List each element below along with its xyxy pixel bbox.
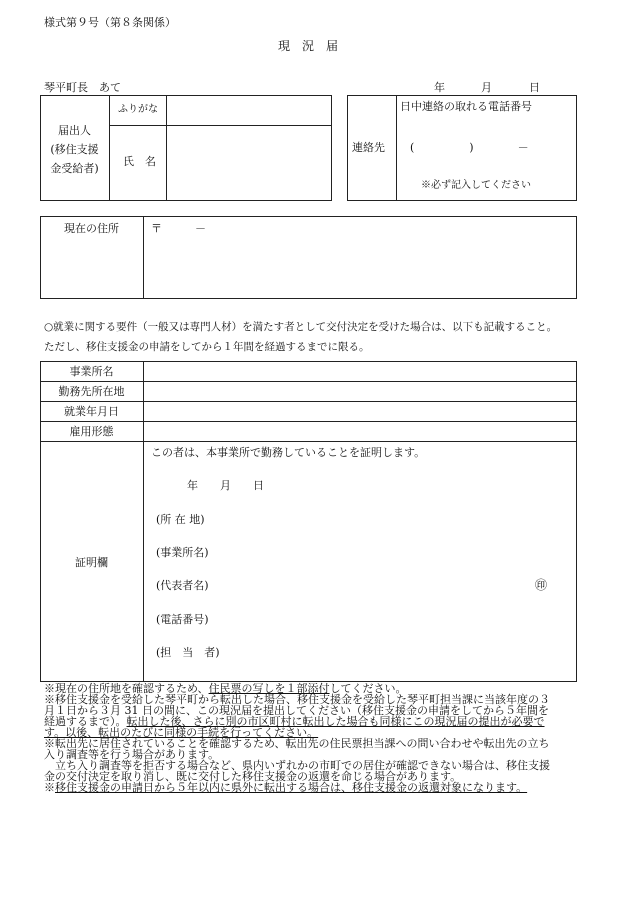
row-label-start-date: 就業年月日 — [64, 405, 119, 418]
work-address-field[interactable] — [145, 383, 575, 400]
note-3-line-2: 入り調査等を行う場合があります。 — [44, 748, 220, 761]
phone-heading: 日中連絡の取れる電話番号 — [400, 100, 532, 113]
field-contact-person: (担 当 者) — [156, 646, 220, 659]
note-4-line-1: 立ち入り調査等を拒否する場合など、県内いずれかの市町での居住が確認できない場合は、移住支援 — [44, 759, 550, 772]
seal-icon: ㊞ — [535, 578, 548, 592]
addressee: 琴平町長 あて — [44, 81, 121, 94]
note-2-line-2: 月１日から３月 31 日の間に、この現況届を提出してください（移住支援金の申請をしてから５年間を — [44, 704, 549, 717]
employment-intro-line-2: ただし、移住支援金の申請をしてから１年間を経過するまでに限る。 — [44, 341, 370, 353]
employment-type-field[interactable] — [145, 423, 575, 440]
note-3-line-1: ※転出先に居住されていることを確認するため、転出先の住民票担当課への問い合わせや転出先の立ち — [44, 737, 550, 750]
name-label: 氏 名 — [123, 155, 156, 168]
row-label-employment-type: 雇用形態 — [69, 425, 114, 438]
date-month-label: 月 — [481, 81, 492, 94]
row-label-business-name: 事業所名 — [69, 365, 114, 378]
address-label: 現在の住所 — [64, 222, 119, 235]
phone-field[interactable]: ( ) － — [410, 141, 529, 154]
note-2-line-1: ※移住支援金を受給した琴平町から転出した場合、移住支援金を受給した琴平町担当課に当該年度の３ — [44, 693, 550, 706]
note-1: ※現在の住所地を確認するため、住民票の写しを１部添付してください。 — [44, 682, 407, 695]
business-name-field[interactable] — [145, 363, 575, 380]
date-year-label: 年 — [434, 81, 445, 94]
address-field[interactable]: 〒 － — [151, 222, 206, 235]
certificate-label: 証明欄 — [75, 556, 108, 569]
required-note: ※必ず記入してください — [421, 180, 531, 191]
start-date-field[interactable] — [145, 403, 575, 420]
note-2-line-4: す。以後、転出のたびに同様の手続を行ってください。 — [44, 726, 319, 739]
note-2-line-3: 経過するまで）。転出した後、さらに別の市区町村に転出した場合も同様にこの現況届の提出が必要で — [44, 715, 545, 728]
certificate-date[interactable]: 年 月 日 — [187, 479, 264, 492]
furigana-label: ふりがな — [118, 104, 158, 115]
applicant-label: 届出人 (移住支援 金受給者) — [50, 124, 99, 175]
form-number: 様式第９号（第８条関係） — [44, 16, 176, 29]
certificate-statement: この者は、本事業所で勤務していることを証明します。 — [151, 446, 426, 459]
field-representative: (代表者名) — [156, 579, 209, 592]
employment-intro-line-1: ○就業に関する要件（一般又は専門人材）を満たす者として交付決定を受けた場合は、以下も記載すること。 — [44, 321, 558, 333]
field-business-name: (事業所名) — [156, 546, 209, 559]
row-label-work-address: 勤務先所在地 — [58, 385, 125, 398]
furigana-field[interactable] — [168, 97, 330, 123]
page-title: 現 況 届 — [278, 39, 339, 53]
notes — [44, 683, 604, 793]
field-location: (所 在 地) — [156, 513, 205, 526]
note-4-line-2: 金の交付決定を取り消し、既に交付した移住支援金の返還を命じる場合があります。 — [44, 770, 462, 783]
date-day-label: 日 — [529, 81, 540, 94]
note-5: ※移住支援金の申請日から５年以内に県外に転出する場合は、移住支援金の返還対象になります。 — [44, 781, 528, 794]
name-field[interactable] — [168, 127, 330, 199]
contact-label: 連絡先 — [352, 141, 385, 154]
field-phone: (電話番号) — [156, 613, 209, 626]
address-box — [40, 216, 577, 299]
